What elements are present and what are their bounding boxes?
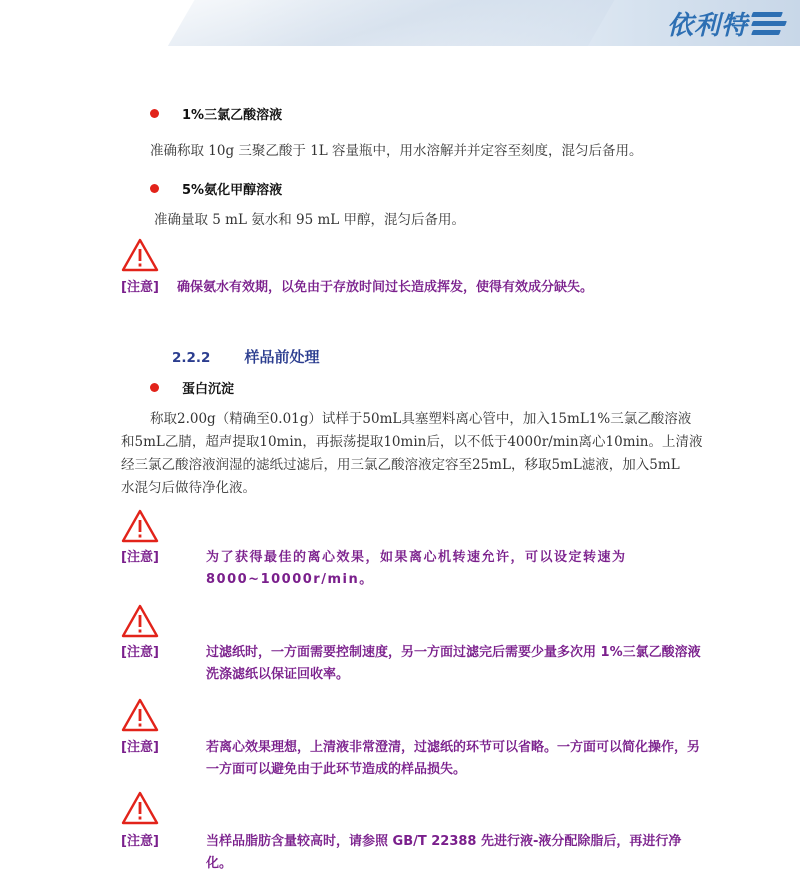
section-heading (172, 346, 319, 367)
red-bullet-icon (150, 184, 159, 193)
page-header (0, 0, 800, 46)
protein-line: 经三氯乙酸溶液润湿的滤纸过滤后，用三氯乙酸溶液定容至25mL，移取5mL滤液，加入5mL (121, 457, 680, 473)
protein-line: 和5mL乙腈，超声提取10min，再振荡提取10min后，以不低于4000r/min离心10min。上清液 (121, 434, 703, 450)
warning-triangle-icon (121, 604, 159, 638)
reagent-label: 1%三氯乙酸溶液 (182, 108, 283, 123)
note-label: [注意] (121, 645, 159, 660)
note-label: [注意] (121, 740, 159, 755)
reagent-item-1 (150, 104, 282, 123)
warning-triangle-icon (121, 791, 159, 825)
note-label: [注意] (121, 280, 159, 295)
reagent-description: 准确量取 5 mL 氨水和 95 mL 甲醇，混匀后备用。 (154, 212, 466, 228)
protein-item (150, 378, 234, 397)
warning-triangle-icon (121, 238, 159, 272)
red-bullet-icon (150, 109, 159, 118)
warning-triangle-icon (121, 509, 159, 543)
protein-label: 蛋白沉淀 (182, 382, 235, 397)
section-number: 2.2.2 (172, 350, 211, 366)
section-title: 样品前处理 (244, 348, 320, 366)
protein-line: 水混匀后做待净化液。 (121, 480, 256, 496)
red-bullet-icon (150, 383, 159, 392)
protein-line: 称取2.00g（精确至0.01g）试样于50mL具塞塑料离心管中，加入15mL1%三氯乙酸溶液 (150, 411, 692, 427)
note-5 (121, 831, 701, 875)
note-text: 为了获得最佳的离心效果，如果离心机转速允许，可以设定转速为 8000~10000r/min。 (206, 550, 627, 587)
note-label: [注意] (121, 834, 159, 849)
note-label: [注意] (121, 550, 159, 565)
note-text: 若离心效果理想，上清液非常澄清，过滤纸的环节可以省略。一方面可以简化操作，另一方面可以避免由于此环节造成的样品损失。 (206, 740, 701, 777)
note-1 (121, 277, 701, 299)
note-text: 确保氨水有效期，以免由于存放时间过长造成挥发，使得有效成分缺失。 (177, 280, 594, 295)
logo-text: 依利特 (666, 10, 748, 41)
note-2 (121, 547, 701, 591)
reagent-description: 准确称取 10g 三聚乙酸于 1L 容量瓶中，用水溶解并并定容至刻度，混匀后备用。 (150, 143, 643, 159)
note-text: 过滤纸时，一方面需要控制速度，另一方面过滤完后需要少量多次用 1%三氯乙酸溶液洗涤滤纸以保证回收率。 (206, 645, 701, 682)
reagent-label: 5%氨化甲醇溶液 (182, 183, 283, 198)
reagent-item-2 (150, 179, 282, 198)
company-logo (667, 6, 786, 40)
logo-mark-icon (752, 12, 786, 35)
note-text: 当样品脂肪含量较高时，请参照 GB/T 22388 先进行液-液分配除脂后，再进行净化。 (206, 834, 682, 871)
note-3 (121, 642, 701, 686)
warning-triangle-icon (121, 698, 159, 732)
note-4 (121, 737, 701, 781)
